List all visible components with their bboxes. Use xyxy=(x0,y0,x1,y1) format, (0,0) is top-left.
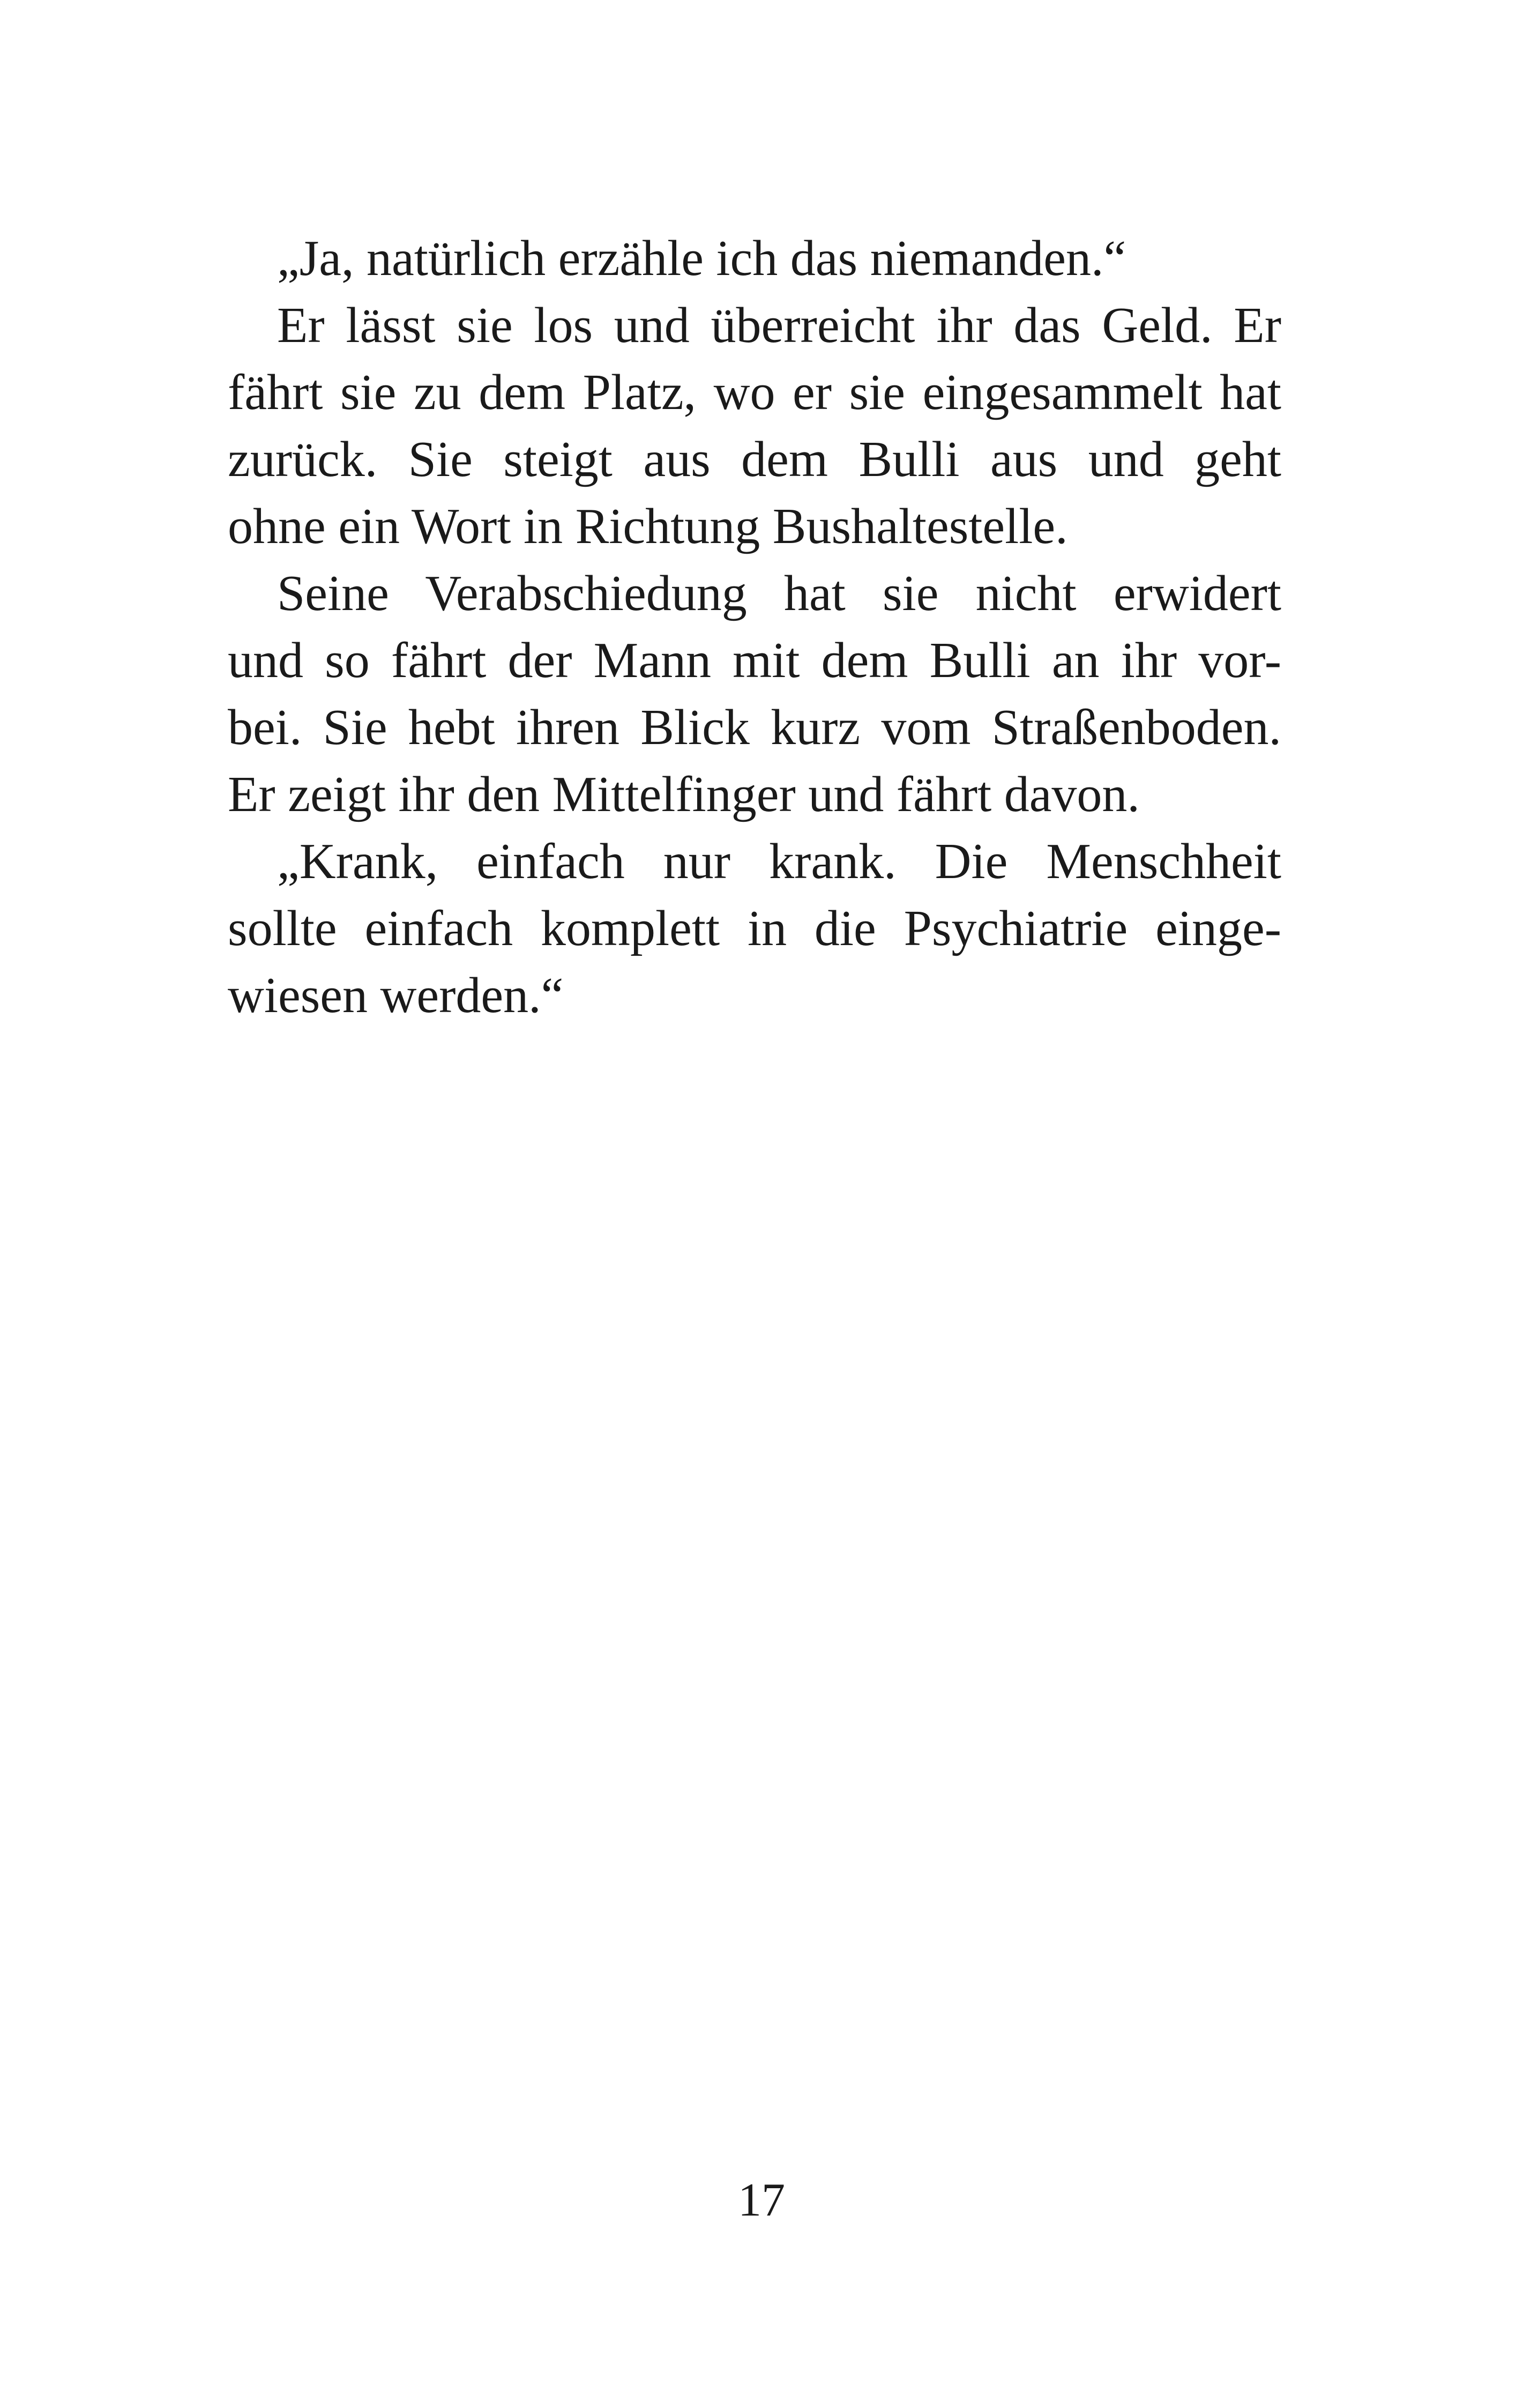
page-number: 17 xyxy=(738,2174,785,2226)
text-line: und so fährt der Mann mit dem Bulli an ihr vor- xyxy=(228,633,1281,688)
paragraph-1 xyxy=(228,225,1281,292)
text-line: „Ja, natürlich erzähle ich das niemanden.“ xyxy=(277,231,1126,286)
text-line: ohne ein Wort in Richtung Bushaltestelle. xyxy=(228,499,1068,554)
text-line: fährt sie zu dem Platz, wo er sie eingesammelt hat xyxy=(228,365,1281,420)
paragraph-2 xyxy=(228,292,1281,560)
text-line: Er zeigt ihr den Mittelfinger und fährt davon. xyxy=(228,767,1140,822)
text-line: zurück. Sie steigt aus dem Bulli aus und geht xyxy=(228,432,1281,487)
text-line: wiesen werden.“ xyxy=(228,968,564,1023)
text-line: Seine Verabschiedung hat sie nicht erwidert xyxy=(277,566,1281,621)
text-line: „Krank, einfach nur krank. Die Menschheit xyxy=(277,834,1281,889)
text-line: bei. Sie hebt ihren Blick kurz vom Straßenboden. xyxy=(228,700,1281,755)
text-line: Er lässt sie los und überreicht ihr das Geld. Er xyxy=(277,298,1281,353)
paragraph-3 xyxy=(228,560,1281,828)
body-text xyxy=(228,225,1281,1029)
paragraph-4 xyxy=(228,828,1281,1029)
text-line: sollte einfach komplett in die Psychiatrie einge- xyxy=(228,901,1281,956)
